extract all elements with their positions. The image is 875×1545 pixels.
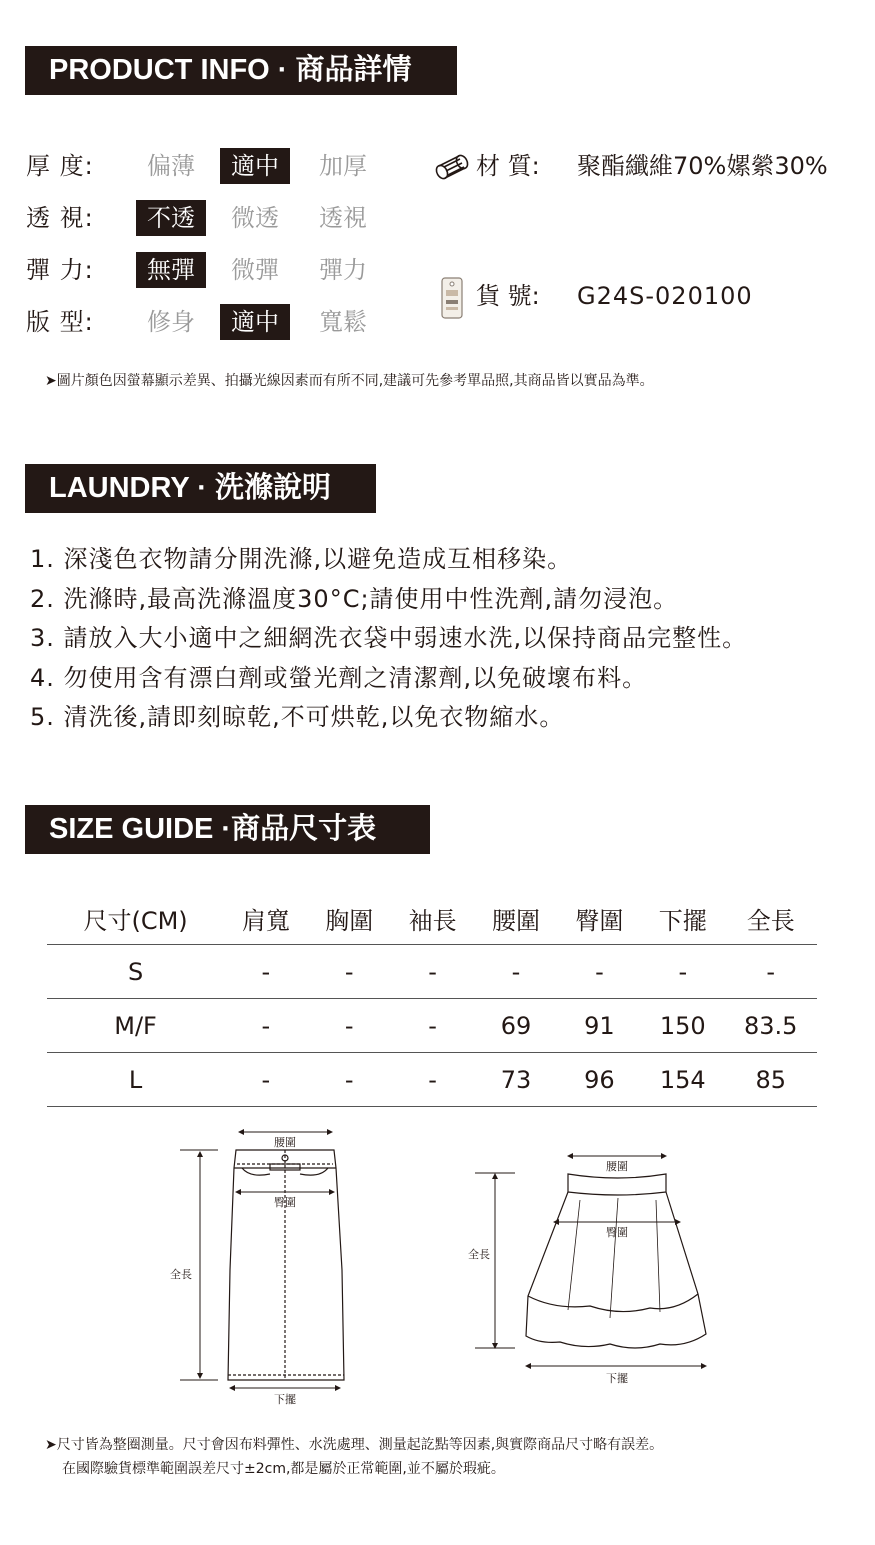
size-value-cell: - [308, 999, 391, 1053]
size-value-cell: - [391, 945, 474, 999]
size-column-header: 臀圍 [558, 892, 641, 945]
size-note-line-2: 在國際驗貨標準範圍誤差尺寸±2cm,都是屬於正常範圍,並不屬於瑕疵。 [62, 1461, 505, 1477]
size-value-cell: 154 [641, 1053, 724, 1107]
table-row [47, 1053, 817, 1107]
attribute-option-selected: 無彈 [136, 252, 206, 288]
color-disclaimer-note: ➤圖片顏色因螢幕顯示差異、拍攝光線因素而有所不同,建議可先參考單品照,其商品皆以實品為準。 [45, 373, 654, 389]
attribute-option-selected: 適中 [220, 304, 290, 340]
size-value-cell: - [224, 999, 307, 1053]
size-value-cell: - [308, 945, 391, 999]
item-number-value: G24S-020100 [577, 282, 753, 310]
attribute-label: 版 型: [26, 308, 94, 336]
size-value-cell: - [641, 945, 724, 999]
item-number-label: 貨 號: [476, 282, 540, 310]
laundry-item: 5. 清洗後,請即刻晾乾,不可烘乾,以免衣物縮水。 [30, 703, 565, 731]
laundry-item: 3. 請放入大小適中之細網洗衣袋中弱速水洗,以保持商品完整性。 [30, 624, 748, 652]
pencil-hip-label: 臀圍 [274, 1196, 296, 1209]
size-value-cell: - [724, 945, 817, 999]
attribute-label: 透 視: [26, 204, 94, 232]
size-value-cell: 150 [641, 999, 724, 1053]
attribute-label: 彈 力: [26, 256, 94, 284]
attribute-row [26, 198, 406, 238]
attribute-row [26, 250, 406, 290]
size-column-header: 全長 [724, 892, 817, 945]
pencil-waist-label: 腰圍 [274, 1136, 296, 1149]
product-info-header: PRODUCT INFO · 商品詳情 [25, 46, 457, 95]
table-row [47, 945, 817, 999]
laundry-item: 4. 勿使用含有漂白劑或螢光劑之清潔劑,以免破壞布料。 [30, 663, 648, 692]
a-line-skirt-diagram [460, 1140, 720, 1400]
pencil-hem-label: 下擺 [274, 1393, 296, 1406]
laundry-header: LAUNDRY · 洗滌說明 [25, 464, 376, 513]
size-column-header: 胸圍 [308, 892, 391, 945]
attribute-option-selected: 適中 [220, 148, 290, 184]
size-value-cell: 83.5 [724, 999, 817, 1053]
attribute-option: 偏薄 [147, 152, 195, 180]
size-value-cell: - [474, 945, 557, 999]
attribute-option: 彈力 [319, 256, 367, 284]
attribute-option: 透視 [319, 204, 367, 232]
size-value-cell: 85 [724, 1053, 817, 1107]
size-value-cell: 91 [558, 999, 641, 1053]
size-column-header: 尺寸(CM) [47, 892, 224, 945]
a-line-hip-label: 臀圍 [606, 1226, 628, 1239]
table-row [47, 999, 817, 1053]
size-column-header: 下擺 [641, 892, 724, 945]
size-value-cell: - [558, 945, 641, 999]
size-value-cell: - [391, 1053, 474, 1107]
attribute-label: 厚 度: [26, 152, 94, 180]
size-guide-header: SIZE GUIDE ·商品尺寸表 [25, 805, 430, 854]
hang-tag-icon [440, 276, 464, 320]
thread-spool-icon [434, 152, 472, 182]
size-value-cell: - [224, 1053, 307, 1107]
attribute-option: 微透 [231, 204, 279, 232]
pencil-length-label: 全長 [170, 1268, 192, 1281]
size-name-cell: S [47, 945, 224, 999]
laundry-item: 1. 深淺色衣物請分開洗滌,以避免造成互相移染。 [30, 545, 573, 573]
size-column-header: 袖長 [391, 892, 474, 945]
attribute-option-selected: 不透 [136, 200, 206, 236]
attribute-option: 修身 [147, 308, 195, 336]
material-label: 材 質: [476, 152, 540, 180]
size-value-cell: 69 [474, 999, 557, 1053]
laundry-item: 2. 洗滌時,最高洗滌溫度30°C;請使用中性洗劑,請勿浸泡。 [30, 584, 679, 613]
size-value-cell: 96 [558, 1053, 641, 1107]
size-table-header-row [47, 892, 817, 945]
size-note-line-1: ➤尺寸皆為整圈測量。尺寸會因布料彈性、水洗處理、測量起訖點等因素,與實際商品尺寸略有誤差。 [45, 1437, 664, 1453]
attribute-option: 寬鬆 [319, 308, 367, 336]
attribute-row [26, 302, 406, 342]
size-table [47, 892, 817, 1107]
attribute-row [26, 146, 406, 186]
attribute-option: 加厚 [319, 152, 367, 180]
size-column-header: 肩寬 [224, 892, 307, 945]
pencil-skirt-diagram [160, 1120, 360, 1410]
material-value: 聚酯纖維70%嫘縈30% [577, 152, 828, 180]
size-name-cell: M/F [47, 999, 224, 1053]
a-line-waist-label: 腰圍 [606, 1160, 628, 1173]
attribute-option: 微彈 [231, 256, 279, 284]
a-line-hem-label: 下擺 [606, 1372, 628, 1385]
size-column-header: 腰圍 [474, 892, 557, 945]
a-line-length-label: 全長 [468, 1248, 490, 1261]
size-name-cell: L [47, 1053, 224, 1107]
size-value-cell: - [224, 945, 307, 999]
size-value-cell: 73 [474, 1053, 557, 1107]
size-value-cell: - [391, 999, 474, 1053]
size-value-cell: - [308, 1053, 391, 1107]
laundry-instructions [30, 540, 747, 738]
